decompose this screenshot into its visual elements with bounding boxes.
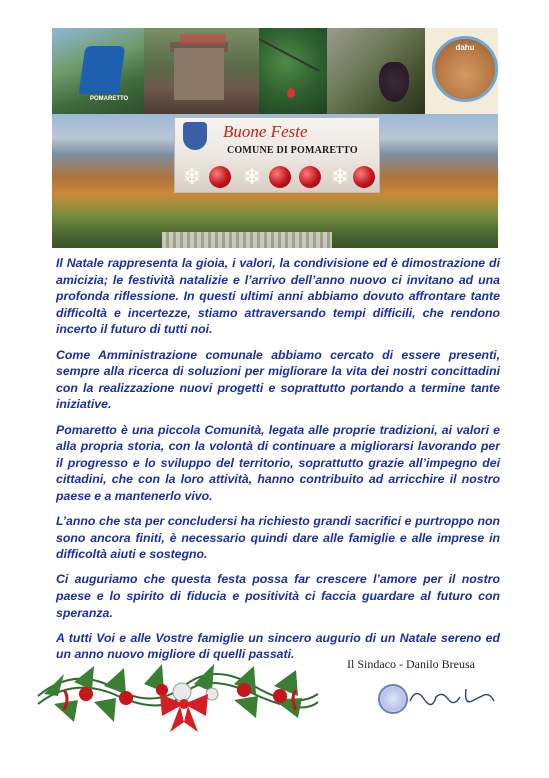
photo-stone-tower xyxy=(144,28,259,114)
valley-village xyxy=(162,232,332,248)
handwritten-signature xyxy=(406,683,498,709)
banner-ornaments xyxy=(177,162,377,190)
photo-dahu-logo xyxy=(425,28,498,114)
banner-subtitle: COMUNE DI POMARETTO xyxy=(227,145,358,156)
paragraph: A tutti Voi e alle Vostre famiglie un sincero augurio di un Natale sereno ed un anno nuovo migliore di quelli passati. xyxy=(56,630,500,662)
photo-vineyard xyxy=(327,28,425,114)
christmas-banner xyxy=(174,117,380,193)
christmas-garland-icon xyxy=(34,646,322,734)
bench-shape xyxy=(79,46,126,94)
photo-zipline xyxy=(259,28,327,114)
dahu-logo xyxy=(432,36,498,102)
paragraph: L’anno che sta per concludersi ha richiesto grandi sacrifici e purtroppo non sono ancora finiti, è necessario quindi dare alle famiglie e alle imprese in difficoltà aiuti e sostegno. xyxy=(56,514,500,562)
ornament-ball-icon xyxy=(209,166,231,188)
paragraph: Il Natale rappresenta la gioia, i valori, la condivisione ed è dimostrazione di amicizia; le festività natalizie e l’arrivo dell’anno nuovo ci invitano ad una profonda riflessione. In questi ultimi anni abbiamo dovuto affrontare tante difficoltà e incertezze, stiamo attraversando tempi difficili, che rendono incerto il futuro di tutti noi. xyxy=(56,256,500,337)
header-photo-collage xyxy=(52,28,498,248)
zipline-cable xyxy=(259,38,320,72)
letter-body xyxy=(56,255,500,672)
snowflake-icon: ❄ xyxy=(242,164,262,189)
tower-visitors xyxy=(180,34,226,44)
dahu-logo-text: dahu xyxy=(455,43,475,52)
photo-autumn-valley xyxy=(52,114,498,248)
zipline-rider xyxy=(287,88,295,98)
tower-shape xyxy=(174,48,224,100)
town-crest-icon xyxy=(183,122,207,150)
bench-label: POMARETTO xyxy=(90,96,129,102)
snowflake-icon: ❄ xyxy=(330,164,350,189)
photo-blue-bench xyxy=(52,28,144,114)
ornament-ball-icon xyxy=(353,166,375,188)
mayor-signature-text: Il Sindaco - Danilo Breusa xyxy=(347,657,475,671)
snowflake-icon: ❄ xyxy=(182,164,202,189)
ornament-ball-icon xyxy=(269,166,291,188)
paragraph: Come Amministrazione comunale abbiamo cercato di essere presenti, sempre alla ricerca di soluzioni per migliorare la vita dei nostri concittadini con la realizzazione nuovi progetti e soprattutto portando a termine tante iniziative. xyxy=(56,347,500,412)
paragraph: Ci auguriamo che questa festa possa far crescere l’amore per il nostro paese e lo spirito di fiducia e positività ci faccia guardare al futuro con speranza. xyxy=(56,572,500,620)
banner-title: Buone Feste xyxy=(223,122,308,141)
grapes-cluster xyxy=(379,62,409,102)
municipal-stamp-icon xyxy=(378,684,408,714)
ornament-ball-icon xyxy=(299,166,321,188)
paragraph: Pomaretto è una piccola Comunità, legata alle proprie tradizioni, ai valori e alla propria storia, con la volontà di continuare a migliorarsi lavorando per il progresso e lo sviluppo del territorio, soprattutto grazie all’impegno dei cittadini, che con la loro attività, hanno contribuito ad arricchire il nostro paese e a mantenerlo vivo. xyxy=(56,422,500,503)
